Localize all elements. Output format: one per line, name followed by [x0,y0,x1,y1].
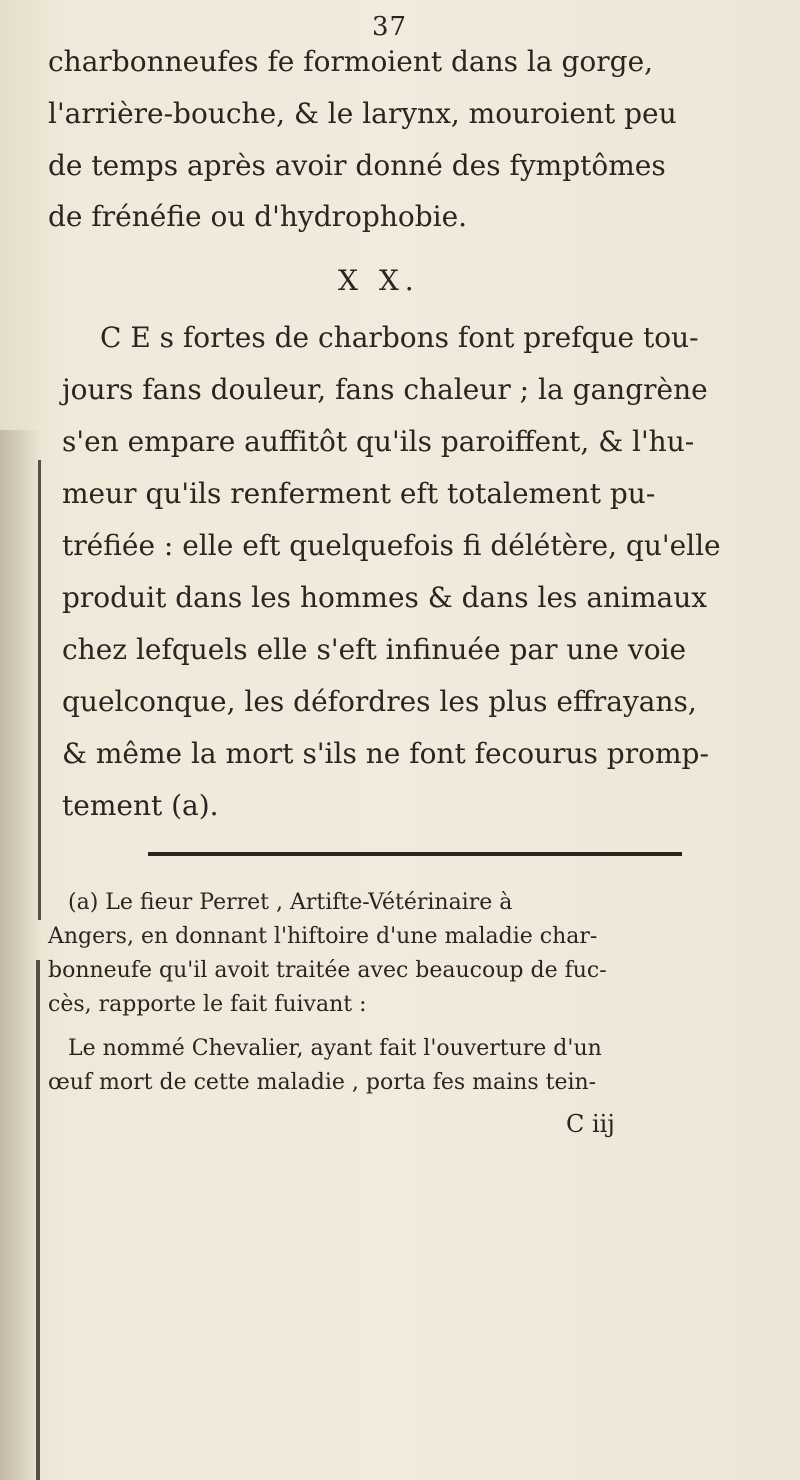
text-line: tement (a). [62,789,219,822]
text-line: de temps après avoir donné des fymptômes [48,149,666,182]
footnote-line: œuf mort de cette maladie , porta fes mains tein- [48,1070,597,1095]
binding-shadow [0,430,40,1480]
text-line: charbonneufes fe formoient dans la gorge, [48,45,654,78]
text-line: produit dans les hommes & dans les animaux [62,581,708,614]
text-line: C E s fortes de charbons font prefque tou- [100,321,699,354]
footnote-line: Le nommé Chevalier, ayant fait l'ouverture d'un [68,1036,602,1061]
text-line: l'arrière-bouche, & le larynx, mouroient peu [48,97,677,130]
gutter-line [38,460,41,920]
text-line: quelconque, les défordres les plus effrayans, [62,685,697,718]
footnote-rule [148,852,682,856]
text-line: jours fans douleur, fans chaleur ; la gangrène [62,373,708,406]
footnote-line: bonneufe qu'il avoit traitée avec beaucoup de fuc- [48,958,607,983]
gutter-line [36,960,40,1480]
footnote-line: Angers, en donnant l'hiftoire d'une maladie char- [48,924,598,949]
page-number: 37 [372,12,408,42]
text-line: de frénéfie ou d'hydrophobie. [48,200,468,233]
section-heading: X X. [338,264,420,297]
footnote-line: cès, rapporte le fait fuivant : [48,992,367,1017]
text-line: s'en empare auffitôt qu'ils paroiffent, & l'hu- [62,425,695,458]
text-line: tréfiée : elle eft quelquefois fi délétère, qu'elle [62,529,721,562]
footnote-line: (a) Le fieur Perret , Artifte-Vétérinaire à [68,890,513,915]
signature-mark: C iij [566,1110,615,1138]
text-line: meur qu'ils renferment eft totalement pu- [62,477,656,510]
text-line: & même la mort s'ils ne font fecourus promp- [62,737,709,770]
text-line: chez lefquels elle s'eft infinuée par une voie [62,633,687,666]
